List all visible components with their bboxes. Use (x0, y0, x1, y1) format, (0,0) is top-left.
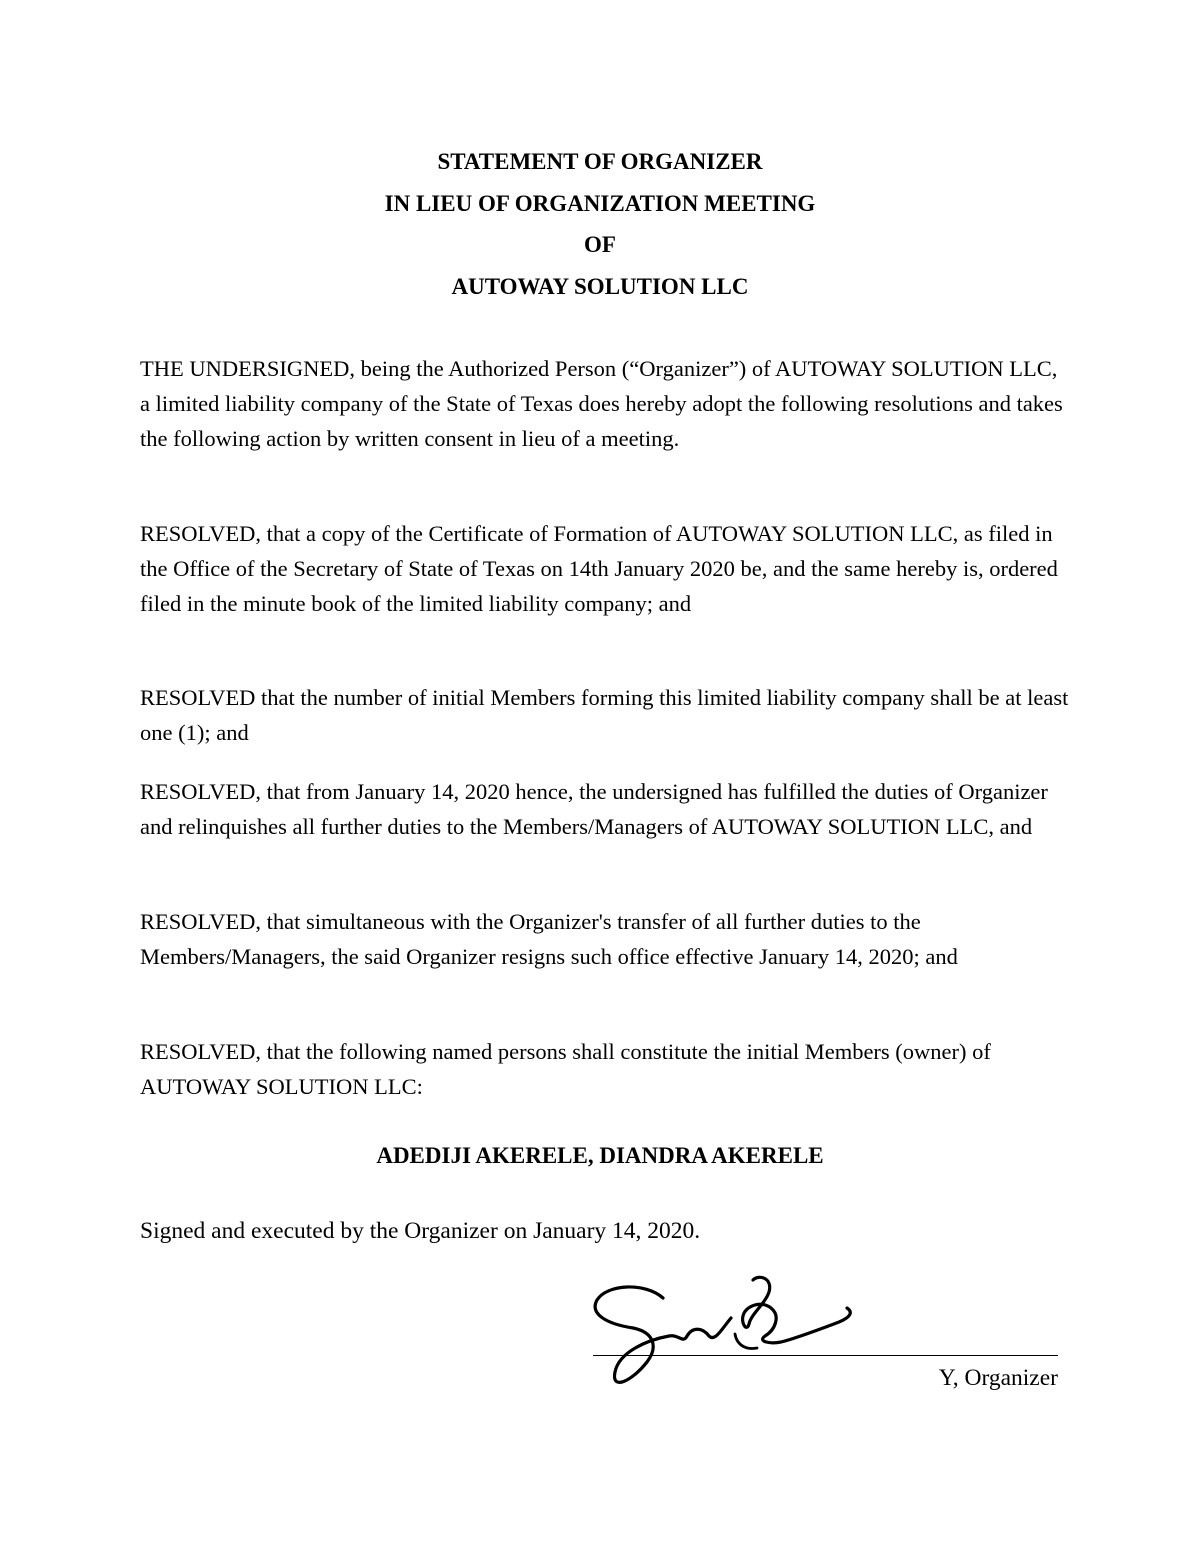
resolution-paragraph-4: RESOLVED, that simultaneous with the Organizer's transfer of all further duties to the Members/Managers, the said Organizer resigns such office effective January 14, 2020; and (140, 909, 958, 969)
title-line-4: AUTOWAY SOLUTION LLC (451, 273, 749, 299)
title-line-2: IN LIEU OF ORGANIZATION MEETING (384, 190, 816, 216)
resolution-paragraph-1: RESOLVED, that a copy of the Certificate of Formation of AUTOWAY SOLUTION LLC, as filed in the Office of the Secretary of State of Texas on 14th January 2020 be, and the same hereby is, ordered filed in the minute book of the limited liability company; and (140, 521, 1058, 616)
document-title (0, 146, 1200, 312)
title-line-1: STATEMENT OF ORGANIZER (437, 149, 763, 174)
resolution-paragraph-3: RESOLVED, that from January 14, 2020 hence, the undersigned has fulfilled the duties of Organizer and relinquishes all further duties to the Members/Managers of AUTOWAY SOLUTION LLC, and (140, 779, 1048, 839)
handwritten-signature-icon (585, 1270, 865, 1400)
intro-paragraph: THE UNDERSIGNED, being the Authorized Person (“Organizer”) of AUTOWAY SOLUTION LLC, a limited liability company of the State of Texas does hereby adopt the following resolutions and takes the following action by written consent in lieu of a meeting. (140, 356, 1063, 451)
resolution-paragraph-5: RESOLVED, that the following named persons shall constitute the initial Members (owner) of AUTOWAY SOLUTION LLC: (140, 1039, 991, 1099)
signature-line (593, 1355, 1058, 1356)
signed-statement: Signed and executed by the Organizer on January 14, 2020. (140, 1218, 701, 1244)
resolution-paragraph-2: RESOLVED that the number of initial Members forming this limited liability company shall be at least one (1); and (140, 685, 1069, 745)
signature-label: Y, Organizer (938, 1365, 1058, 1391)
member-names: ADEDIJI AKERELE, DIANDRA AKERELE (376, 1143, 824, 1168)
title-line-3: OF (584, 232, 616, 257)
